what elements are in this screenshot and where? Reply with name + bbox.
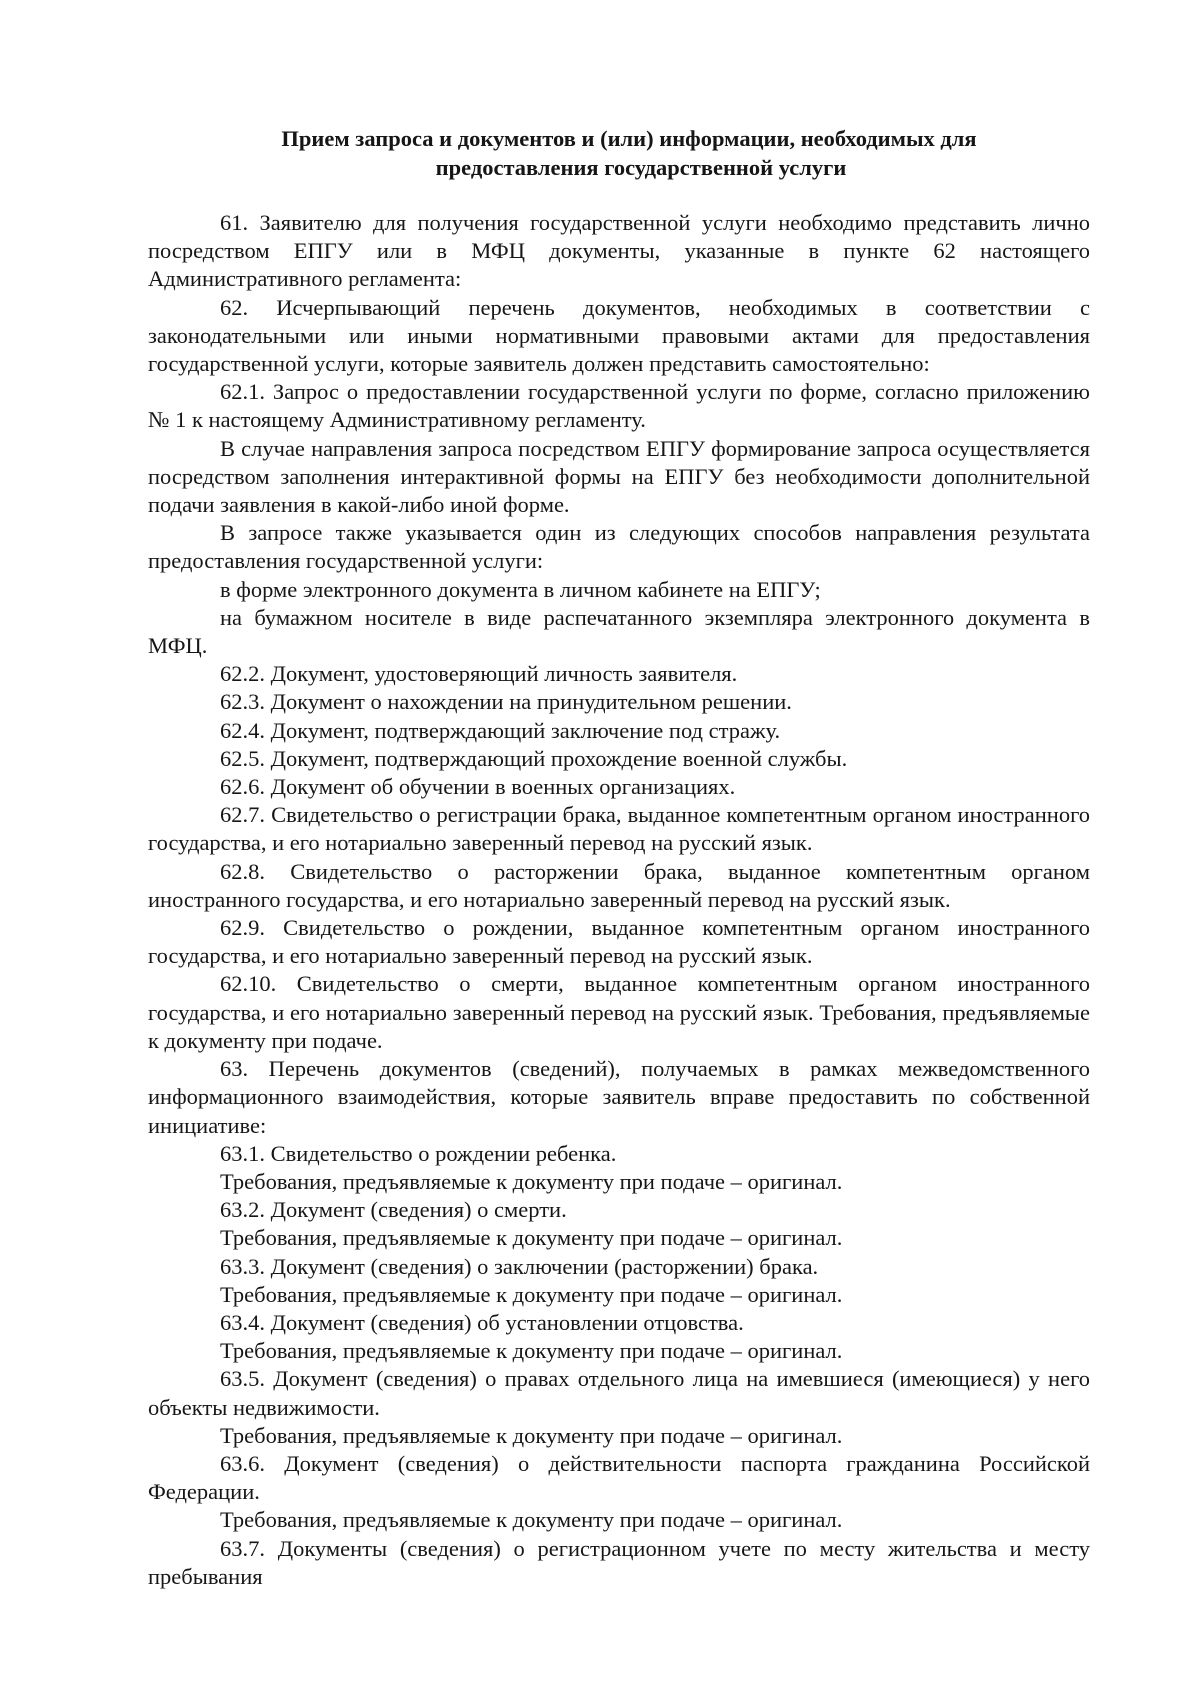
paragraph-62-10: 62.10. Свидетельство о смерти, выданное компетентным органом иностранного государства, и его нотариально заверенный перевод на русский язык. Требования, предъявляемые к документу при подаче. [148, 971, 1090, 1053]
paragraph-requirement: Требования, предъявляемые к документу при подаче – оригинал. [220, 1225, 843, 1251]
paragraph-62-7: 62.7. Свидетельство о регистрации брака, выданное компетентным органом иностранного государства, и его нотариально заверенный перевод на русский язык. [148, 802, 1090, 856]
paragraph-epgu-request: В случае направления запроса посредством ЕПГУ формирование запроса осуществляется посредством заполнения интерактивной формы на ЕПГУ без необходимости дополнительной подачи заявления в какой-либо иной форме. [148, 435, 1090, 518]
paragraph-62-8: 62.8. Свидетельство о расторжении брака, выданное компетентным органом иностранного государства, и его нотариально заверенный перевод на русский язык. [148, 858, 1090, 912]
paragraph-62-3: 62.3. Документ о нахождении на принудительном решении. [220, 689, 792, 715]
paragraph-62: 62. Исчерпывающий перечень документов, необходимых в соответствии с законодательными или иными нормативными правовыми актами для предоставления государственной услуги, которые заявитель должен представить самостоятельно: [148, 294, 1090, 377]
paragraph-63-7: 63.7. Документы (сведения) о регистрационном учете по месту жительства и месту пребывания [148, 1535, 1090, 1589]
paragraph-result-methods: В запросе также указывается один из следующих способов направления результата предоставления государственной услуги: [148, 520, 1090, 574]
paragraph-62-9: 62.9. Свидетельство о рождении, выданное компетентным органом иностранного государства, и его нотариально заверенный перевод на русский язык. [148, 915, 1090, 969]
paragraph-62-6: 62.6. Документ об обучении в военных организациях. [220, 774, 736, 800]
section-title-line-1: Прием запроса и документов и (или) информации, необходимых для [281, 126, 977, 151]
paragraph-requirement: Требования, предъявляемые к документу при подаче – оригинал. [220, 1168, 843, 1194]
paragraph-63-3: 63.3. Документ (сведения) о заключении (расторжении) брака. [220, 1253, 819, 1279]
paragraph-63: 63. Перечень документов (сведений), получаемых в рамках межведомственного информационного взаимодействия, которые заявитель вправе предоставить по собственной инициативе: [148, 1056, 1090, 1138]
paragraph-62-4: 62.4. Документ, подтверждающий заключение под стражу. [220, 717, 781, 743]
document-body [148, 209, 1090, 1591]
paragraph-62-5: 62.5. Документ, подтверждающий прохождение военной службы. [220, 745, 848, 771]
paragraph-requirement: Требования, предъявляемые к документу при подаче – оригинал. [220, 1507, 843, 1533]
paragraph-method-paper: на бумажном носителе в виде распечатанного экземпляра электронного документа в МФЦ. [148, 604, 1090, 659]
paragraph-63-6: 63.6. Документ (сведения) о действительности паспорта гражданина Российской Федерации. [148, 1450, 1090, 1505]
section-title [150, 124, 1090, 182]
paragraph-requirement: Требования, предъявляемые к документу при подаче – оригинал. [220, 1422, 843, 1448]
paragraph-63-5: 63.5. Документ (сведения) о правах отдельного лица на имевшиеся (имеющиеся) у него объекты недвижимости. [148, 1366, 1090, 1420]
paragraph-requirement: Требования, предъявляемые к документу при подаче – оригинал. [220, 1281, 843, 1307]
paragraph-63-2: 63.2. Документ (сведения) о смерти. [220, 1197, 567, 1223]
section-title-line-2: предоставления государственной услуги [435, 155, 847, 180]
paragraph-method-electronic: в форме электронного документа в личном кабинете на ЕПГУ; [220, 576, 821, 602]
paragraph-63-1: 63.1. Свидетельство о рождении ребенка. [220, 1140, 617, 1166]
paragraph-61: 61. Заявителю для получения государственной услуги необходимо представить лично посредством ЕПГУ или в МФЦ документы, указанные в пункте 62 настоящего Административного регламента: [148, 210, 1090, 292]
paragraph-62-2: 62.2. Документ, удостоверяющий личность заявителя. [220, 661, 738, 687]
paragraph-62-1: 62.1. Запрос о предоставлении государственной услуги по форме, согласно приложению № 1 к настоящему Административному регламенту. [148, 379, 1090, 433]
paragraph-63-4: 63.4. Документ (сведения) об установлении отцовства. [220, 1309, 744, 1335]
paragraph-requirement: Требования, предъявляемые к документу при подаче – оригинал. [220, 1338, 843, 1364]
